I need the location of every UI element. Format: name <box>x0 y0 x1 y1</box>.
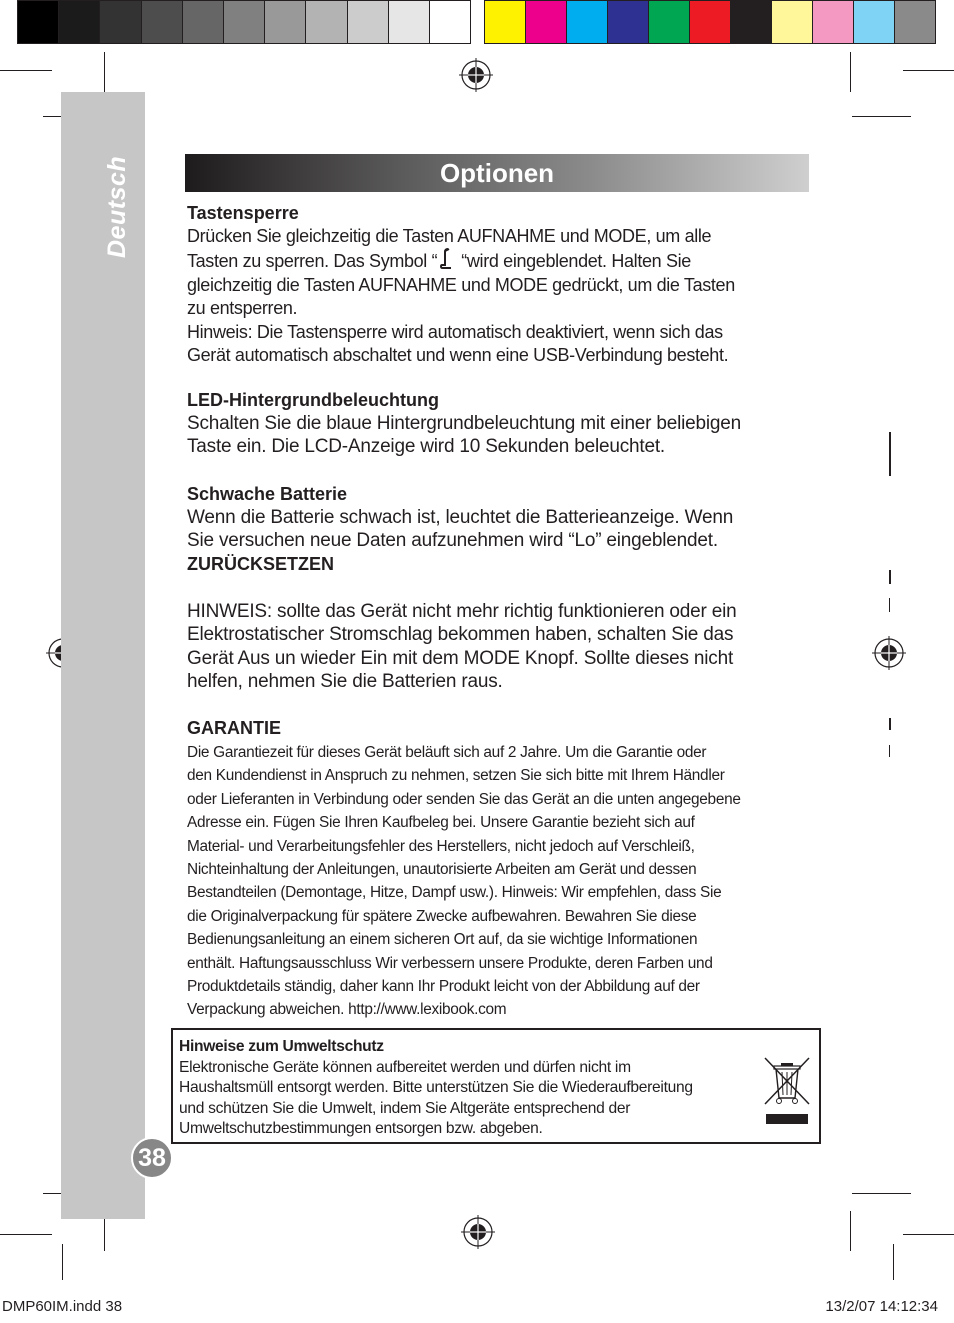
color-swatch <box>567 1 608 43</box>
color-swatch <box>100 1 141 43</box>
color-swatch <box>690 1 731 43</box>
keylock-line: gleichzeitig die Tasten AUFNAHME und MODE gedrückt, um die Tasten <box>187 274 735 295</box>
color-swatch <box>430 1 470 43</box>
language-side-tab <box>61 92 145 1219</box>
color-swatch <box>854 1 895 43</box>
warranty-line: Bedienungsanleitung an einem sicheren Ort auf, da sie wichtige Informationen <box>187 931 698 949</box>
footer-date: 13/2/07 14:12:34 <box>825 1298 938 1315</box>
registration-mark-icon <box>459 58 493 92</box>
color-swatch <box>485 1 526 43</box>
crop-mark <box>104 52 105 92</box>
bleed-fragment <box>889 598 890 612</box>
color-swatch <box>306 1 347 43</box>
warranty-link-line: Verpackung abweichen. http://www.lexibook.com <box>187 1001 507 1019</box>
backlight-line: Schalten Sie die blaue Hintergrundbeleuchtung mit einer beliebigen <box>187 413 742 434</box>
warranty-heading: GARANTIE <box>187 718 281 738</box>
color-swatch <box>772 1 813 43</box>
crop-mark <box>852 1193 911 1194</box>
color-swatch <box>183 1 224 43</box>
crop-mark <box>0 1234 52 1235</box>
crop-mark <box>903 1234 954 1235</box>
crop-mark <box>62 1244 63 1280</box>
registration-mark-icon <box>461 1215 495 1249</box>
warranty-line: Material- und Verarbeitungsfehler des Herstellers, nicht jedoch auf Verschleiß, <box>187 837 695 855</box>
reset-line: helfen, nehmen Sie die Batterien raus. <box>187 671 503 693</box>
environment-line: Elektronische Geräte können aufbereitet werden und dürfen nicht im <box>179 1058 631 1076</box>
bleed-fragment <box>889 745 890 757</box>
warranty-line: enthält. Haftungsausschluss Wir verbessern unsere Produkte, deren Farben und <box>187 954 713 972</box>
crop-mark <box>850 52 851 92</box>
keylock-heading: Tastensperre <box>187 203 299 223</box>
crop-mark <box>852 116 911 117</box>
warranty-line: Produktdetails ständig, daher kann Ihr Produkt leicht von der Abbildung auf der <box>187 978 700 996</box>
bleed-fragment <box>889 570 891 584</box>
backlight-line: Taste ein. Die LCD-Anzeige wird 10 Sekunden beleuchtet. <box>187 436 666 458</box>
environment-line: Haushaltsmüll entsorgt werden. Bitte unterstützen Sie die Wiederaufbereitung <box>179 1079 693 1096</box>
bleed-fragment <box>889 718 891 730</box>
page-number-badge: 38 <box>131 1137 173 1179</box>
color-swatch <box>142 1 183 43</box>
key-lock-icon <box>439 248 455 270</box>
environment-notice-box <box>171 1028 821 1144</box>
color-swatch <box>265 1 306 43</box>
warranty-line: oder Lieferanten in Verbindung oder senden Sie das Gerät an die unten angegebene <box>187 790 741 808</box>
environment-notice-text <box>179 1037 763 1140</box>
color-swatch <box>348 1 389 43</box>
gray-color-bar <box>17 0 471 44</box>
warranty-line: Nichteinhaltung der Anleitungen, unautorisierte Arbeiten am Gerät und dessen <box>187 861 697 879</box>
environment-heading: Hinweise zum Umweltschutz <box>179 1038 384 1055</box>
color-swatch <box>389 1 430 43</box>
backlight-heading: LED-Hintergrundbeleuchtung <box>187 390 439 410</box>
warranty-line: Die Garantiezeit für dieses Gerät beläuft sich auf 2 Jahre. Um die Garantie oder <box>187 744 707 761</box>
reset-section <box>187 600 807 694</box>
color-swatch <box>731 1 772 43</box>
reset-line: Gerät Aus un wieder Ein mit dem MODE Knopf. Sollte dieses nicht <box>187 647 734 669</box>
section-title-bar <box>185 154 809 192</box>
bleed-fragment <box>889 432 891 476</box>
process-color-bar <box>484 0 936 44</box>
footer-file: DMP60IM.indd 38 <box>2 1298 123 1315</box>
reset-heading: ZURÜCKSETZEN <box>187 553 334 574</box>
color-swatch <box>813 1 854 43</box>
warranty-section <box>187 717 807 1022</box>
crop-mark <box>850 1211 851 1251</box>
color-swatch <box>526 1 567 43</box>
warranty-line: die Originalverpackung für spätere Zwecke aufbewahren. Bewahren Sie diese <box>187 907 697 925</box>
language-label: Deutsch <box>103 155 131 258</box>
battery-line: Wenn die Batterie schwach ist, leuchtet die Batterieanzeige. Wenn <box>187 507 734 528</box>
keylock-line: Drücken Sie gleichzeitig die Tasten AUFNAHME und MODE, um alle <box>187 226 712 246</box>
color-swatch <box>649 1 690 43</box>
crop-mark <box>0 70 52 71</box>
reset-line: HINWEIS: sollte das Gerät nicht mehr richtig funktionieren oder ein <box>187 601 737 622</box>
keylock-note: Gerät automatisch abschaltet und wenn eine USB-Verbindung besteht. <box>187 345 729 366</box>
page-title: Optionen <box>439 158 555 188</box>
color-swatch <box>608 1 649 43</box>
registration-mark-icon <box>872 636 906 670</box>
environment-line: Umweltschutzbestimmungen entsorgen bzw. abgeben. <box>179 1120 543 1137</box>
battery-section <box>187 483 807 576</box>
keylock-note: Hinweis: Die Tastensperre wird automatisch deaktiviert, wenn sich das <box>187 321 723 342</box>
color-swatch <box>59 1 100 43</box>
warranty-line: den Kundendienst in Anspruch zu nehmen, setzen Sie sich bitte mit Ihrem Händler <box>187 767 725 785</box>
warranty-line: Adresse ein. Fügen Sie Ihren Kaufbeleg bei. Unsere Garantie bezieht sich auf <box>187 814 695 832</box>
crop-mark <box>903 70 954 71</box>
backlight-section <box>187 389 807 459</box>
color-swatch <box>224 1 265 43</box>
color-swatch <box>895 1 935 43</box>
keylock-line: zu entsperren. <box>187 298 298 319</box>
battery-heading: Schwache Batterie <box>187 484 348 504</box>
crossed-out-bin-icon <box>763 1056 811 1126</box>
battery-line: Sie versuchen neue Daten aufzunehmen wird “Lo” eingeblendet. <box>187 530 718 552</box>
warranty-line: Bestandteilen (Demontage, Hitze, Dampf usw.). Hinweis: Wir empfehlen, dass Sie <box>187 884 722 902</box>
reset-line: Elektrostatischer Stromschlag bekommen haben, schalten Sie das <box>187 624 734 646</box>
keylock-line: Tasten zu sperren. Das Symbol “ “wird eingeblendet. Halten Sie <box>187 248 807 273</box>
keylock-section <box>187 202 807 367</box>
crop-mark <box>893 1244 894 1280</box>
color-swatch <box>18 1 59 43</box>
environment-line: und schützen Sie die Umwelt, indem Sie Altgeräte entsprechend der <box>179 1099 631 1117</box>
